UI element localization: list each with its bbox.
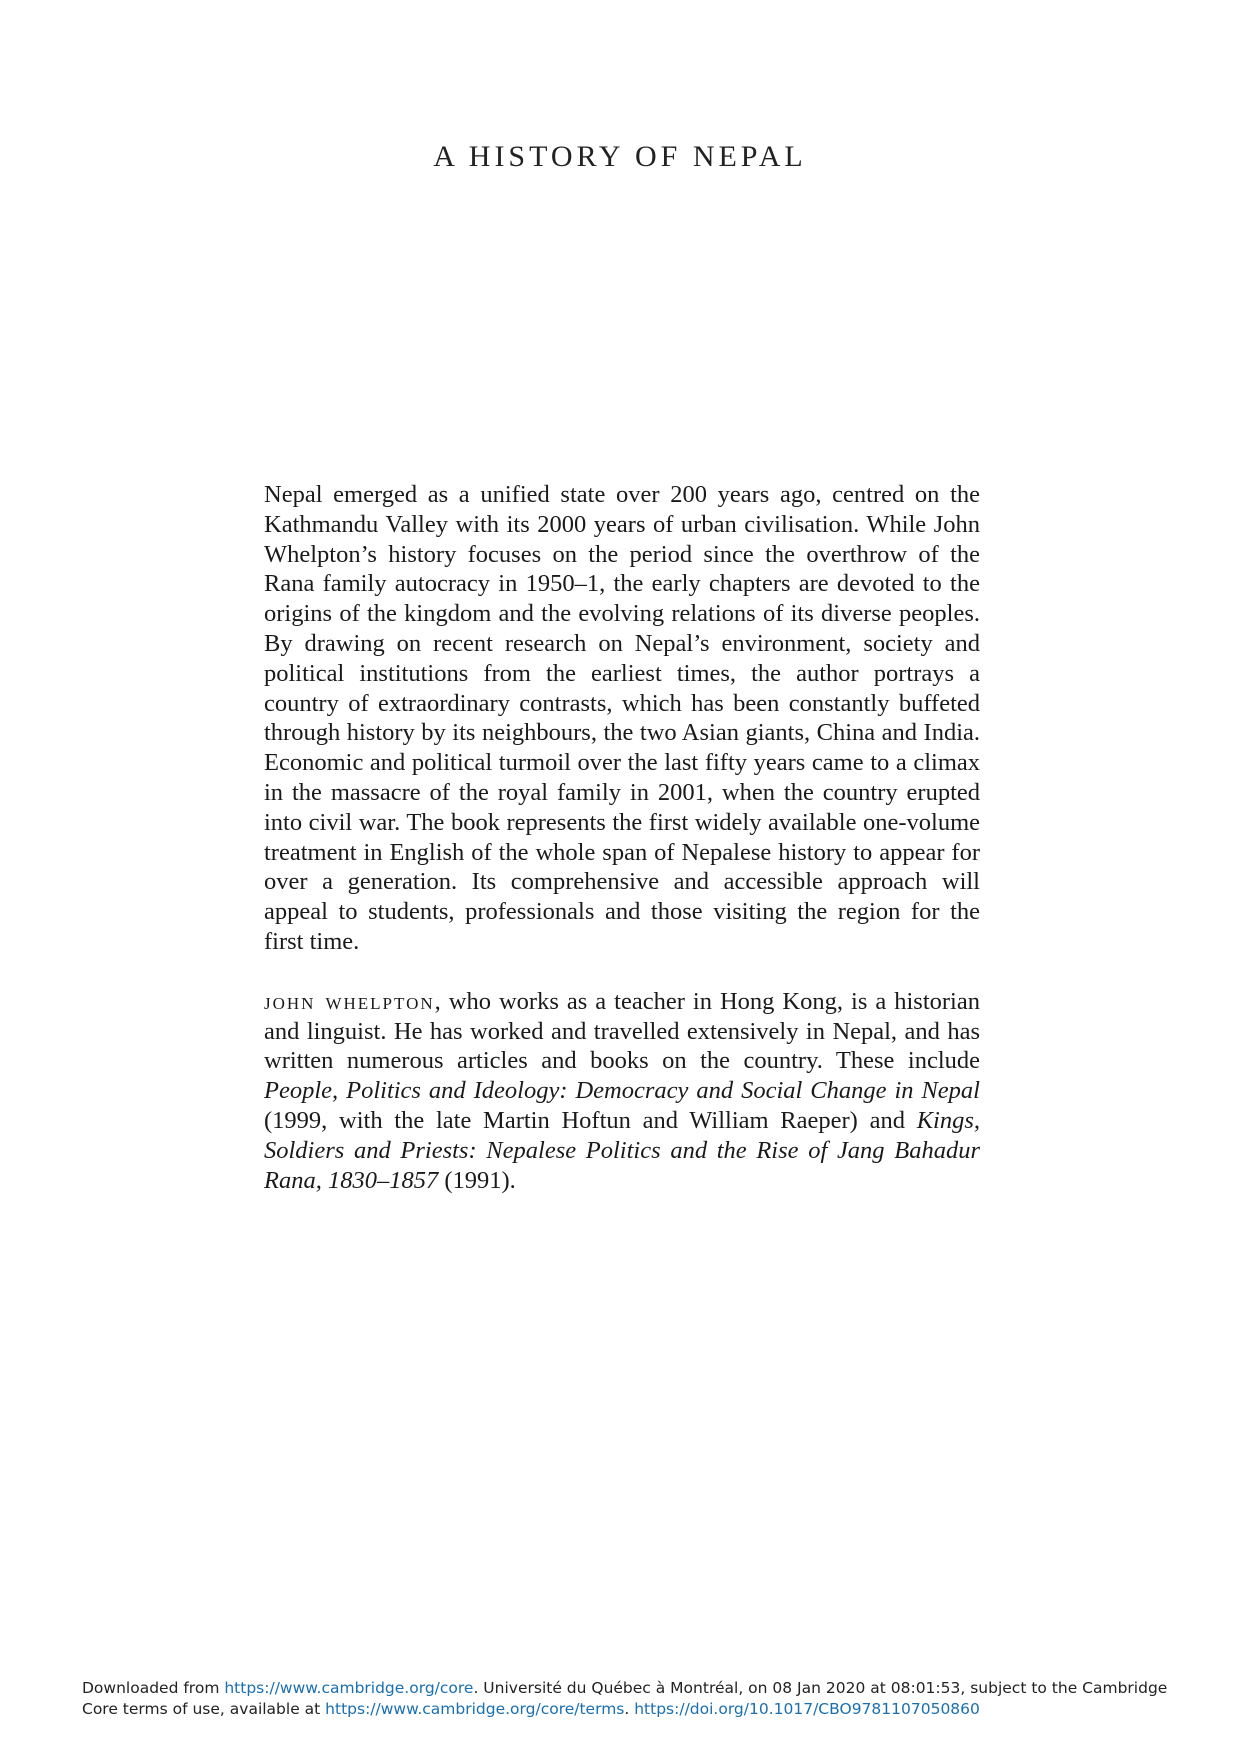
author-bio-text-2: (1999, with the late Martin Hoftun and William Raeper) and — [264, 1106, 917, 1134]
footer-prefix: Downloaded from — [82, 1679, 225, 1697]
page-content — [264, 480, 980, 1195]
book-title-kings-soldiers: Kings, Soldiers and Priests: Nepalese Politics and the Rise of Jang Bahadur Rana, 1830–1857 — [264, 1106, 980, 1194]
author-name: john whelpton — [264, 987, 435, 1015]
doi-link[interactable]: https://doi.org/10.1017/CBO9781107050860 — [634, 1700, 980, 1718]
download-footer — [82, 1678, 1182, 1720]
terms-link[interactable]: https://www.cambridge.org/core/terms — [325, 1700, 625, 1718]
footer-middle: . Université du Québec à Montréal, on 08 Jan 2020 at 08:01:53, subject to the Cambridge Core terms of use, available at — [82, 1679, 1168, 1718]
footer-separator: . — [624, 1700, 635, 1718]
author-bio-text-3: (1991). — [438, 1166, 516, 1194]
page-title: A HISTORY OF NEPAL — [433, 140, 807, 173]
book-description: Nepal emerged as a unified state over 200 years ago, centred on the Kathmandu Valley with its 2000 years of urban civilisation. While John Whelpton’s history focuses on the period since the overthrow of the Rana family autocracy in 1950–1, the early chapters are devoted to the origins of the kingdom and the evolving relations of its diverse peoples. By drawing on recent research on Nepal’s environment, society and political institutions from the earliest times, the author portrays a country of extraordinary contrasts, which has been constantly buffeted through history by its neighbours, the two Asian giants, China and India. Economic and political turmoil over the last fifty years came to a climax in the massacre of the royal family in 2001, when the country erupted into civil war. The book represents the first widely available one-volume treatment in English of the whole span of Nepalese history to appear for over a generation. Its comprehensive and accessible approach will appeal to students, professionals and those visiting the region for the first time. — [264, 481, 980, 955]
book-title-people-politics: People, Politics and Ideology: Democracy and Social Change in Nepal — [264, 1077, 980, 1105]
author-bio-text-1: , who works as a teacher in Hong Kong, is a historian and linguist. He has worked and travelled extensively in Nepal, and has written numerous articles and books on the country. These include — [264, 987, 980, 1075]
cambridge-core-link[interactable]: https://www.cambridge.org/core — [224, 1679, 474, 1697]
author-bio — [264, 987, 980, 1196]
